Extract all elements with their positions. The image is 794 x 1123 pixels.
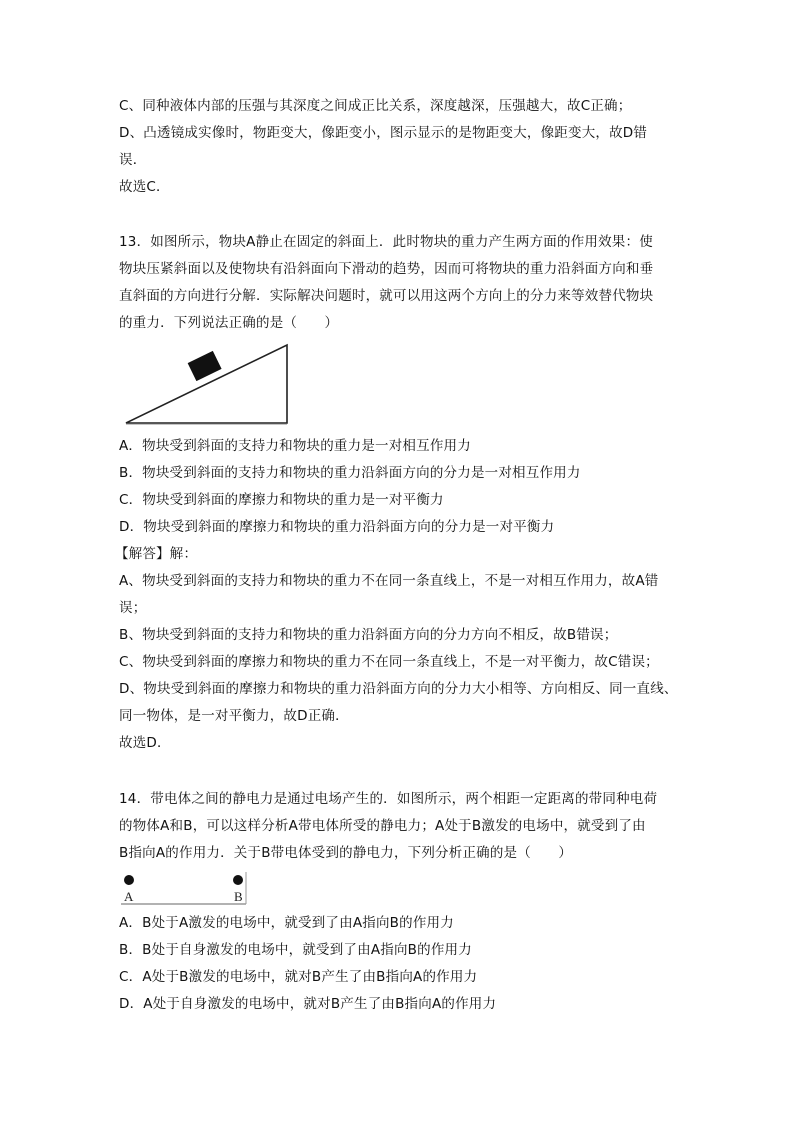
charge-a xyxy=(124,875,134,885)
charge-b xyxy=(233,875,243,885)
q14-option-d: D．A处于自身激发的电场中，就对B产生了由B指向A的作用力 xyxy=(119,996,497,1012)
q13-stem-line3: 直斜面的方向进行分解．实际解决问题时，就可以用这两个方向上的分力来等效替代物块 xyxy=(119,288,654,304)
q14-option-a: A．B处于A激发的电场中，就受到了由A指向B的作用力 xyxy=(119,915,454,931)
q14-option-c: C．A处于B激发的电场中，就对B产生了由B指向A的作用力 xyxy=(119,969,478,985)
prev-option-d-line2: 误． xyxy=(119,152,147,168)
q13-stem-line2: 物块压紧斜面以及使物块有沿斜面向下滑动的趋势，因而可将物块的重力沿斜面方向和垂 xyxy=(119,261,654,277)
q14-stem-line1: 14．带电体之间的静电力是通过电场产生的．如图所示，两个相距一定距离的带同种电荷 xyxy=(119,791,658,807)
q13-solution-a-line1: A、物块受到斜面的支持力和物块的重力不在同一条直线上，不是一对相互作用力，故A错 xyxy=(119,573,659,589)
q14-stem-line3: B指向A的作用力．关于B带电体受到的静电力，下列分析正确的是（ ） xyxy=(119,845,573,861)
q13-option-a: A．物块受到斜面的支持力和物块的重力是一对相互作用力 xyxy=(119,438,471,454)
q14-stem-line2: 的物体A和B，可以这样分析A带电体所受的静电力；A处于B激发的电场中，就受到了由 xyxy=(119,818,646,834)
q13-solution-d-line2: 同一物体，是一对平衡力，故D正确． xyxy=(119,708,349,724)
prev-option-c: C、同种液体内部的压强与其深度之间成正比关系，深度越深，压强越大，故C正确； xyxy=(119,98,632,114)
block-a xyxy=(188,351,222,381)
q13-option-b: B．物块受到斜面的支持力和物块的重力沿斜面方向的分力是一对相互作用力 xyxy=(119,465,581,481)
q13-stem-line4: 的重力．下列说法正确的是（ ） xyxy=(119,315,339,331)
q13-stem-line1: 13．如图所示，物块A静止在固定的斜面上．此时物块的重力产生两方面的作用效果：使 xyxy=(119,234,653,250)
q13-option-c: C．物块受到斜面的摩擦力和物块的重力是一对平衡力 xyxy=(119,492,444,508)
q13-option-d: D．物块受到斜面的摩擦力和物块的重力沿斜面方向的分力是一对平衡力 xyxy=(119,519,555,535)
q13-solution-header: 【解答】解： xyxy=(115,546,198,562)
incline-figure xyxy=(118,340,296,428)
charges-figure xyxy=(118,868,250,908)
prev-answer: 故选C． xyxy=(119,179,170,195)
q13-solution-c: C、物块受到斜面的摩擦力和物块的重力不在同一条直线上，不是一对平衡力，故C错误； xyxy=(119,654,659,670)
q13-solution-a-line2: 误； xyxy=(119,600,147,616)
label-a: A xyxy=(124,889,134,904)
prev-option-d-line1: D、凸透镜成实像时，物距变大，像距变小，图示显示的是物距变大，像距变大，故D错 xyxy=(119,125,648,141)
q13-solution-d-line1: D、物块受到斜面的摩擦力和物块的重力沿斜面方向的分力大小相等、方向相反、同一直线、 xyxy=(119,681,678,697)
q13-solution-b: B、物块受到斜面的支持力和物块的重力沿斜面方向的分力方向不相反，故B错误； xyxy=(119,627,618,643)
label-b: B xyxy=(234,889,243,904)
q14-option-b: B．B处于自身激发的电场中，就受到了由A指向B的作用力 xyxy=(119,942,472,958)
q13-answer: 故选D． xyxy=(119,735,171,751)
